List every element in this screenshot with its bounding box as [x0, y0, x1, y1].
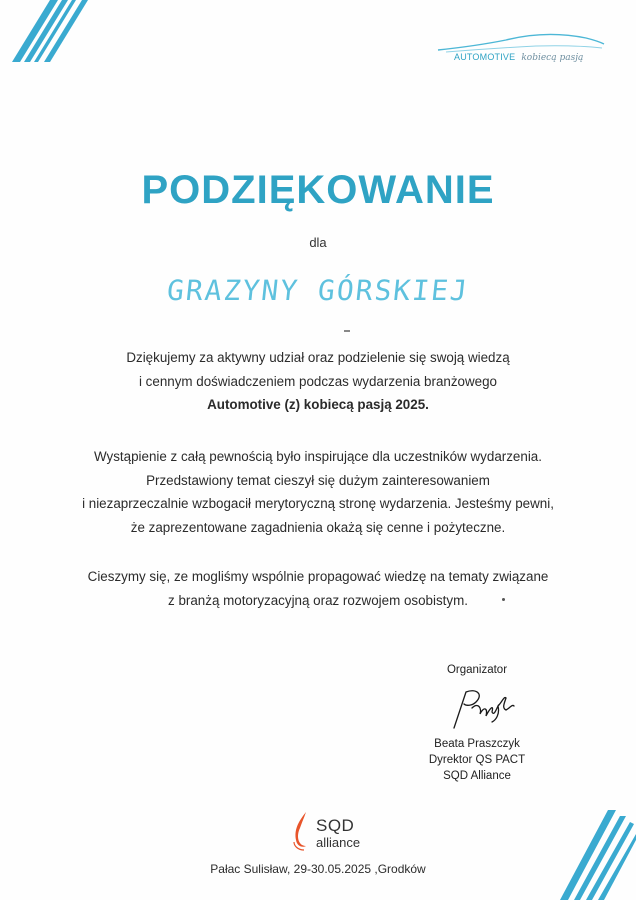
text-line: z branżą motoryzacyjną oraz rozwojem osobistym.: [168, 592, 468, 608]
paragraph-thanks: [0, 346, 636, 417]
logo-word-automotive: AUTOMOTIVE: [454, 52, 516, 62]
signatory-position: Dyrektor QS PACT: [428, 754, 526, 766]
text-line: Przedstawiony temat cieszył się dużym zainteresowaniem: [146, 472, 490, 488]
paragraph-closing: [0, 565, 636, 612]
recipient-name: GRAZYNY GÓRSKIEJ: [165, 274, 471, 307]
text-line: Cieszymy się, ze mogliśmy wspólnie propagować wiedzę na tematy związane: [87, 569, 549, 584]
text-line: i niezaprzeczalnie wzbogacił merytoryczną stronę wydarzenia. Jesteśmy pewni,: [82, 496, 554, 511]
organizer-label: Organizator: [446, 664, 508, 676]
logo-word-kobieca-pasja: kobiecą pasją: [521, 53, 584, 63]
page-title: PODZIĘKOWANIE: [141, 168, 495, 212]
text-line: że zaprezentowane zagadnienia okażą się cenne i pożyteczne.: [130, 519, 506, 535]
sqd-alliance-logo: [284, 810, 364, 856]
footer-location-date: Pałac Sulisław, 29-30.05.2025 ,Grodków: [210, 862, 426, 876]
sqd-logo-name: SQD: [316, 816, 355, 835]
signature-block: [392, 662, 562, 784]
automotive-logo: [436, 28, 606, 68]
flame-icon: [284, 810, 316, 856]
text-line: Wystąpienie z całą pewnością było inspirujące dla uczestników wydarzenia.: [94, 449, 542, 464]
text-line: Dziękujemy za aktywny udział oraz podzielenie się swoją wiedzą: [126, 350, 510, 365]
signatory-company: SQD Alliance: [443, 770, 511, 782]
ink-mark: [344, 330, 350, 332]
event-name: Automotive (z) kobiecą pasją 2025.: [207, 397, 429, 412]
car-silhouette-icon: [436, 28, 606, 54]
decorative-stripes-top-left: [0, 0, 110, 80]
for-label: dla: [309, 235, 327, 250]
decorative-stripes-bottom-right: [546, 800, 636, 900]
sqd-logo-sub: alliance: [316, 835, 361, 850]
ink-dot: [502, 598, 505, 601]
paragraph-presentation: [0, 445, 636, 539]
signatory-name: Beata Praszczyk: [434, 738, 520, 750]
handwritten-signature: [432, 686, 522, 732]
text-line: i cennym doświadczeniem podczas wydarzenia branżowego: [138, 373, 498, 389]
